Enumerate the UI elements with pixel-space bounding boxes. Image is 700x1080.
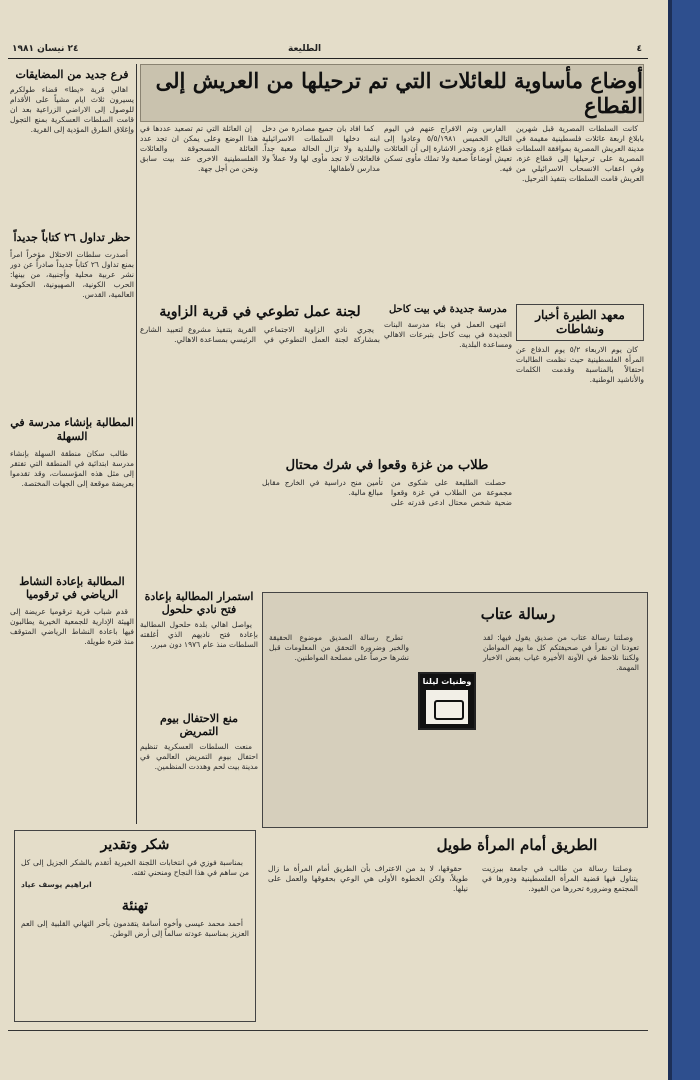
main-column-4 xyxy=(140,124,258,300)
item2-text: أصدرت سلطات الاحتلال مؤخراً امراً بمنع تداول ٢٦ كتاباً جديداً صادراً عن دور نشر عربية محلية وأجنبية، من بينها: الحرب الكونية، الصهيونية، الحكومة العالمية، القدس. xyxy=(10,250,134,300)
institute-block xyxy=(516,304,644,594)
notices-box xyxy=(14,830,256,1022)
club-text: يواصل اهالي بلدة حلحول المطالبة بإعادة فتح ناديهم الذي أغلقته السلطات منذ عام ١٩٧٦ دون مبرر. xyxy=(140,620,258,650)
item3-headline: المطالبة بإنشاء مدرسة في السهلة xyxy=(10,416,134,443)
school-text: انتهى العمل في بناء مدرسة البنات الجديدة في بيت كاحل بتبرعات الاهالي ومساعدة البلدية. xyxy=(384,320,512,349)
institute-headline: معهد الطيرة أخبار ونشاطات xyxy=(516,304,644,341)
students-scam-text: حصلت الطليعة على شكوى من مجموعة من الطلاب في غزة وقعوا ضحية شخص محتال ادعى قدرته على تأمين منح دراسية في الخارج مقابل مبالغ مالية. xyxy=(262,477,512,507)
item2-headline: حظر تداول ٢٦ كتاباً جديداً xyxy=(13,231,131,245)
binder-stripe xyxy=(668,0,672,1080)
main-column-3 xyxy=(262,124,380,300)
nursing-headline: منع الاحتفال بيوم التمريض xyxy=(160,712,238,739)
school-block xyxy=(384,304,512,454)
item4-text: قدم شباب قرية ترقوميا عريضة إلى الهيئة الإدارية للجمعية الخيرية يطالبون فيها باعادة النشاط الرياضي المتوقف منذ فترة طويلة. xyxy=(10,607,134,647)
women-side-text: حقوقها، لا بد من الاعتراف بأن الطريق أمام المرأة ما زال طويلاً، ولكن الخطوة الأولى هي الوعي بحقوقها والعمل على نيلها. xyxy=(268,864,468,893)
students-scam-headline: طلاب من غزة وقعوا في شرك محتال xyxy=(285,458,489,473)
village-committee-text: يجري نادي الزاوية الاجتماعي بمشاركة لجنة العمل التطوعي في القرية بتنفيذ مشروع لتعبيد الشارع الرئيسي بمساعدة الاهالي. xyxy=(140,324,380,344)
main-column-text: كانت السلطات المصرية قبل شهرين بابلاغ اربعة عائلات فلسطينية مقيمة في مدينة العريش المصرية بموافقة السلطات المصرية على ترحيلها إلى قطاع غزة، وفي اعقاب الانسحاب الاسرائيلي من العريش قامت السلطات بتنفيذ الترحيل. xyxy=(516,124,644,183)
item3-text: طالب سكان منطقة السهلة بإنشاء مدرسة ابتدائية في المنطقة التي تفتقر إلى مثل هذه المؤسسات، وقد تقدموا بعريضة موقعة إلى الجهات المختصة. xyxy=(10,448,134,488)
page-number: ٤ xyxy=(636,44,642,54)
women-headline: الطريق أمام المرأة طويل xyxy=(436,836,598,854)
reproach-text: وصلتنا رسالة عتاب من صديق يقول فيها: لقد تعودنا ان نقرأ في صحيفتكم كل ما يهم المواطن ولكننا نلاحظ في الآونة الأخيرة غياب بعض الاخبار المهمة. xyxy=(483,633,639,672)
reproach-headline: رسالة عتاب xyxy=(480,605,556,623)
nursing-text: منعت السلطات العسكرية تنظيم احتفال بيوم التمريض العالمي في مدينة بيت لحم وهددت المنظمين. xyxy=(140,742,258,772)
left-news-column xyxy=(10,64,134,824)
congrats-headline: تهنئة xyxy=(121,897,149,914)
club-block xyxy=(140,590,258,710)
main-column-2 xyxy=(384,124,512,300)
school-headline: مدرسة جديدة في بيت كاحل xyxy=(388,304,508,315)
page-header xyxy=(8,44,648,59)
main-column-text: الفارس وتم الافراج عنهم في اليوم التالي الخميس ٥/٥/١٩٨١ وعادوا إلى قطاع غزة. وتجدر الاشارة إلى أن العائلات تعيش أوضاعاً صعبة ولا تملك مأوى تسكن فيه. xyxy=(384,124,512,173)
congrats-text: أحمد محمد عيسى وأخوه أسامة يتقدمون بأحر التهاني القلبية إلى العم العزيز بمناسبة عودته سالماً إلى أرض الوطن. xyxy=(21,918,249,938)
thanks-signature: ابراهيم يوسف عياد xyxy=(21,879,92,889)
club-headline: استمرار المطالبة بإعادة فتح نادي حلحول xyxy=(144,590,254,617)
village-committee-headline: لجنة عمل تطوعي في قرية الزاوية xyxy=(159,304,361,320)
main-column-text: إن العائلة التي تم تصعيد عددها في هذا الوضع وعلى يمكن ان تجد عدد العائلة المسحوقة والعائلات الفلسطينية الاخرى عند بيت سابق ونحن من أجل جهة. xyxy=(140,124,258,173)
reproach-side-text: تطرح رسالة الصديق موضوع الحقيقة والخبر وضرورة التحقق من المعلومات قبل نشرها حرصاً على مصلحة المواطنين. xyxy=(269,633,409,662)
main-column-1 xyxy=(516,124,644,300)
thanks-text: بمناسبة فوزي في انتخابات اللجنة الخيرية أتقدم بالشكر الجزيل إلى كل من ساهم في هذا النجاح ومنحني ثقته. xyxy=(21,857,249,877)
main-headline: أوضاع مأساوية للعائلات التي تم ترحيلها من العريش إلى القطاع xyxy=(155,68,643,118)
bottom-rule xyxy=(8,1030,648,1031)
thanks-headline: شكر وتقدير xyxy=(100,837,170,853)
newspaper-name: الطليعة xyxy=(288,44,322,54)
logo-text: وطنيات ليلنا xyxy=(422,677,472,686)
magazine-logo xyxy=(418,672,476,730)
women-text: وصلتنا رسالة من طالب في جامعة بيرزيت يتناول فيها قضية المرأة الفلسطينية ودورها في المجتمع وضرورة تحررها من القيود. xyxy=(482,864,638,893)
nursing-block xyxy=(140,712,258,822)
binder-edge xyxy=(668,0,700,1080)
women-article-block xyxy=(262,832,646,1026)
main-headline-banner xyxy=(140,64,644,122)
item1-headline: فرع جديد من المضايقات xyxy=(15,68,129,81)
item1-text: اهالي قرية «يطا» قضاء طولكرم يسيرون ثلاث ايام مشياً على الأقدام للوصول إلى الاراضي الزراعية بعد ان قامت السلطات العسكرية بمنع التجول وإغلاق الطرق المؤدية إلى القرية. xyxy=(10,85,134,135)
item4-headline: المطالبة بإعادة النشاط الرياضي في ترقوميا xyxy=(19,574,125,601)
institute-text: كان يوم الاربعاء ٥/٢ يوم الدفاع عن المرأة الفلسطينية حيث نظمت الطالبات احتفالاً بالمناسبة وقدمت الكلمات والأناشيد الوطنية. xyxy=(516,344,644,384)
main-column-text: كما افاد بان جميع مصادرة من دخل ابنه دخلها السلطات الاسرائيلية والبلدية ولا تزال الحالة صعبة جداً. فالعائلات لا تجد مأوى لها ولا عملاً ولا مدارس لأطفالها. xyxy=(262,124,380,173)
students-scam-block xyxy=(262,458,512,588)
issue-date: ٢٤ نيسان ١٩٨١ xyxy=(12,44,79,54)
column-divider xyxy=(136,64,137,824)
logo-image xyxy=(426,690,468,724)
village-committee-block xyxy=(140,304,380,454)
